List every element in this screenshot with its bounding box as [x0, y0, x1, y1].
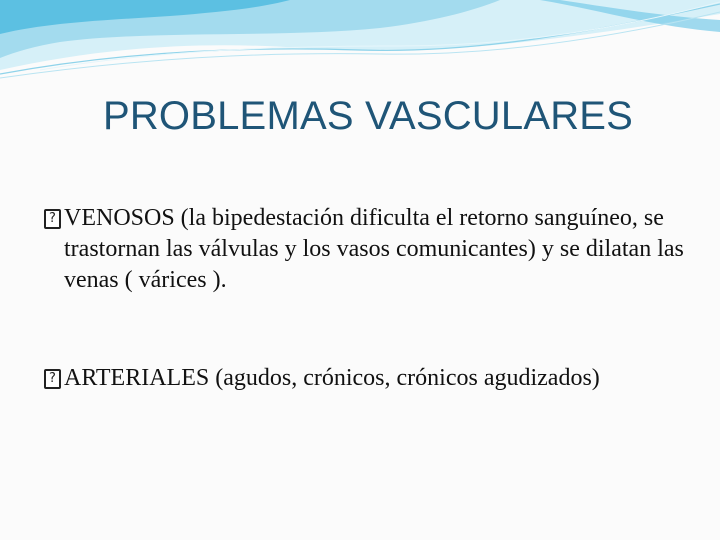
missing-glyph-icon: ?: [44, 209, 61, 229]
bullet-list: [44, 203, 704, 394]
bullet-text: VENOSOS (la bipedestación dificulta el retorno sanguíneo, se trastornan las válvulas y los vasos comunicantes) y se dilatan las venas ( várices ).: [64, 205, 684, 293]
bullet-text: ARTERIALES (agudos, crónicos, crónicos agudizados): [64, 365, 600, 391]
header-wave-decoration: [0, 0, 720, 90]
missing-glyph-icon: ?: [44, 369, 61, 389]
bullet-item-arteriales: [44, 363, 704, 394]
bullet-item-venosos: [44, 203, 704, 296]
slide-title: PROBLEMAS VASCULARES: [102, 94, 634, 138]
